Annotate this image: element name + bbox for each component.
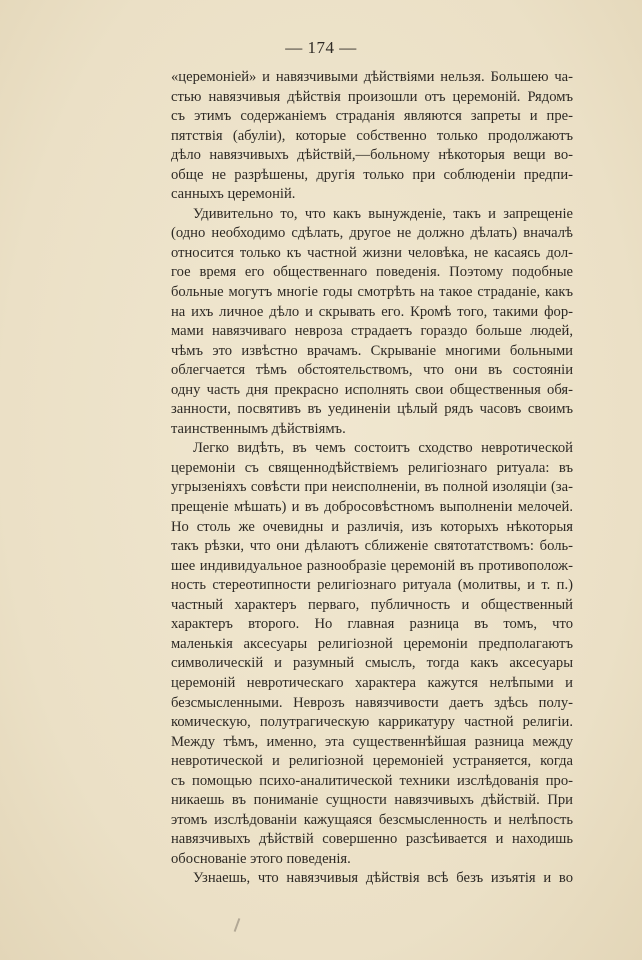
text-line: дѣло навязчивыхъ дѣйствій,—больному нѣкоторыя вещи во- <box>171 147 573 164</box>
text-line: шее индивидуальное разнообразіе церемоній въ противополож- <box>171 557 573 574</box>
text-line: одну часть дня прекрасно исполнять свои общественныя обя- <box>171 381 573 398</box>
paragraph <box>171 869 573 889</box>
text-line: прещеніе мѣшать) и въ добросовѣстномъ выполненіи мелочей. <box>171 499 573 516</box>
text-line: занности, посвятивъ въ уединеніи цѣлый рядъ часовъ своимъ <box>171 401 573 418</box>
text-line: облегчается тѣмъ обстоятельствомъ, что они въ состояніи <box>171 362 573 379</box>
text-line: съ этимъ содержаніемъ страданія являются запреты и пре- <box>171 108 573 125</box>
text-line: обоснованіе этого поведенія. <box>171 850 351 867</box>
text-line: комическую, полутрагическую каррикатуру частной религіи. <box>171 714 573 731</box>
text-line: Узнаешь, что навязчивыя дѣйствія всѣ безъ изъятія и во <box>193 870 573 887</box>
text-line: Удивительно то, что какъ вынужденіе, такъ и запрещеніе <box>193 205 573 222</box>
text-line: гое время его общественнаго поведенія. Поэтому подобные <box>171 264 573 281</box>
text-line: навязчивыхъ дѣйствій совершенно разсѣивается и находишь <box>171 831 573 848</box>
text-line: символическій и разумный смыслъ, тогда какъ аксесуары <box>171 655 573 672</box>
body-text <box>171 68 573 889</box>
text-line: больные могутъ многіе годы смотрѣть на такое страданіе, какъ <box>171 284 573 301</box>
text-line: невротической и религіозной церемоніей устраняется, когда <box>171 753 573 770</box>
text-line: никаешь въ пониманіе сущности навязчивыхъ дѣйствій. При <box>171 792 573 809</box>
text-line: на ихъ личное дѣло и скрывать его. Кромѣ того, такими фор- <box>171 303 573 320</box>
text-line: характеръ второго. Но главная разница въ томъ, что <box>171 616 573 633</box>
text-line: съ помощью психо-аналитической техники изслѣдованія про- <box>171 772 573 789</box>
text-line: санныхъ церемоній. <box>171 186 296 203</box>
text-line: такъ рѣзки, что они дѣлаютъ сближеніе святотатствомъ: боль- <box>171 538 573 555</box>
text-line: Но столь же очевидны и различія, изъ которыхъ нѣкоторыя <box>171 518 573 535</box>
text-line: церемоніи съ священнодѣйствіемъ религіознаго ритуала: въ <box>171 459 573 476</box>
text-line: относится только къ частной жизни человѣка, не касаясь дол- <box>171 244 573 261</box>
text-line: угрызеніяхъ совѣсти при неисполненіи, въ полной изоляціи (за- <box>171 479 573 496</box>
pencil-mark <box>234 918 241 932</box>
text-line: обще не разрѣшены, другія только при соблюденіи предпи- <box>171 166 573 183</box>
text-line: этомъ изслѣдованіи кажущаяся безсмысленность и нелѣпость <box>171 811 573 828</box>
text-line: ность стереотипности религіознаго ритуала (молитвы, и т. п.) <box>171 577 573 594</box>
text-line: Легко видѣть, въ чемъ состоитъ сходство невротической <box>193 440 573 457</box>
text-line: чѣмъ это извѣстно врачамъ. Скрываніе многими больными <box>171 342 573 359</box>
text-line: частный характеръ перваго, публичность и общественный <box>171 596 573 613</box>
text-line: церемоній невротическаго характера кажутся нелѣпыми и <box>171 674 573 691</box>
text-line: Между тѣмъ, именно, эта существеннѣйшая разница между <box>171 733 573 750</box>
paragraph <box>171 205 573 440</box>
paragraph <box>171 68 573 205</box>
page-number: — 174 — <box>285 38 357 57</box>
text-line: безсмысленными. Неврозъ навязчивости даетъ здѣсь полу- <box>171 694 573 711</box>
paragraph <box>171 439 573 869</box>
text-line: маленькія аксесуары религіозной церемоніи предполагаютъ <box>171 635 573 652</box>
text-line: таинственнымъ дѣйствіямъ. <box>171 420 346 437</box>
text-line: (одно необходимо сдѣлать, другое не должно дѣлать) вначалѣ <box>171 225 573 242</box>
text-line: мами навязчиваго невроза страдаетъ гораздо больше людей, <box>171 323 573 340</box>
text-line: «церемоніей» и навязчивыми дѣйствіями нельзя. Большею ча- <box>171 69 573 85</box>
text-line: пятствія (абуліи), которые собственно только продолжаютъ <box>171 127 573 144</box>
text-line: стью навязчивыя дѣйствія произошли отъ церемоній. Рядомъ <box>171 88 573 105</box>
